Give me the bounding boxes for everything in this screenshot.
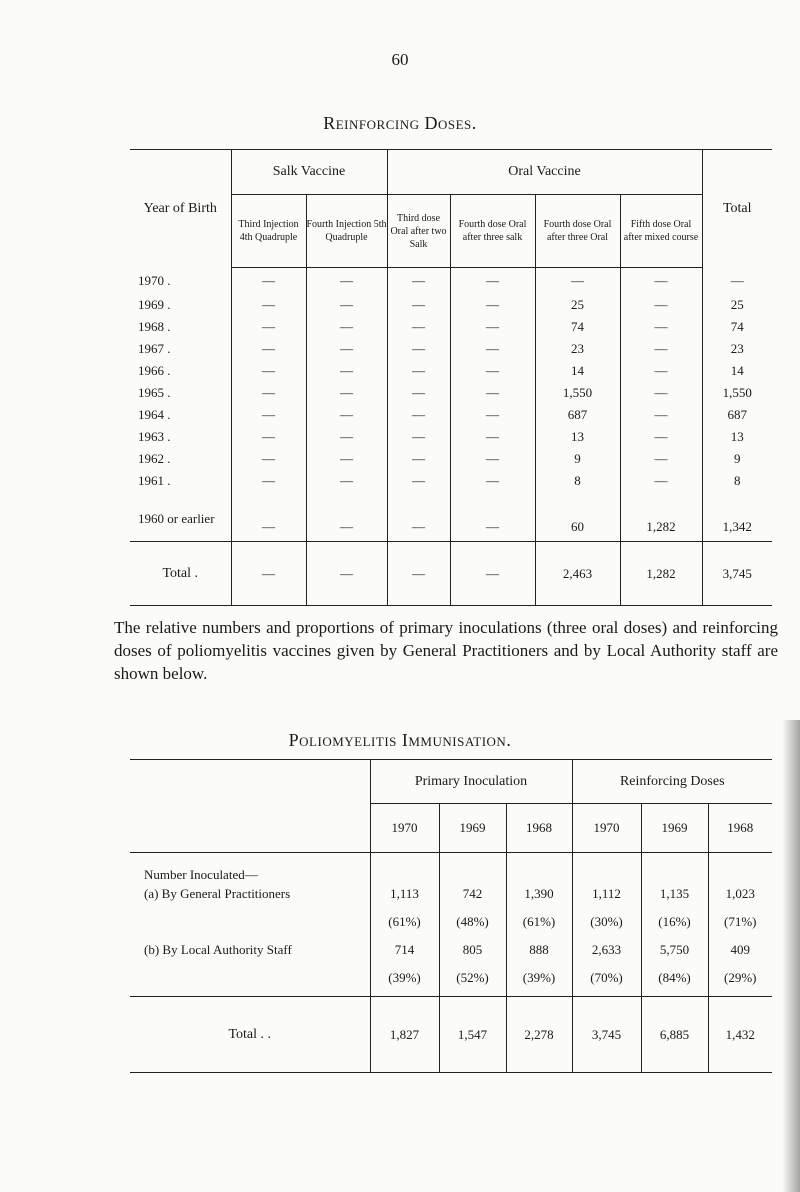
page-number: 60 (391, 50, 409, 69)
year-label: 1969 . (130, 294, 231, 316)
year-cell: 1,550 (722, 384, 752, 400)
gp-value: 742 (439, 883, 506, 905)
year-cell: — (620, 470, 702, 492)
year-cell: — (450, 360, 535, 382)
year-label: 1970 . (130, 268, 231, 294)
year-cell: — (306, 360, 387, 382)
year-cell: — (231, 492, 306, 542)
year-cell: — (535, 268, 620, 294)
year-label: 1967 . (130, 338, 231, 360)
gp-percent: (48%) (439, 905, 506, 939)
year-row (130, 316, 772, 338)
poliomyelitis-immunisation-table (130, 759, 772, 1073)
year-cell: — (387, 492, 450, 542)
year-row (130, 360, 772, 382)
year-cell: — (231, 294, 306, 316)
year-header: 1969 (641, 804, 708, 853)
oral-vaccine-header: Oral Vaccine (387, 150, 702, 195)
primary-inoculation-header: Primary Inoculation (370, 760, 572, 804)
subheader-oral-fourth-oral: Fourth dose Oral after three Oral (535, 195, 620, 268)
year-cell: — (231, 360, 306, 382)
year-cell: — (387, 470, 450, 492)
year-label: 1966 . (130, 360, 231, 382)
page-edge-shadow (782, 720, 800, 1192)
year-cell: — (231, 338, 306, 360)
year-cell: — (620, 338, 702, 360)
year-cell: — (231, 426, 306, 448)
la-value: 888 (506, 939, 572, 961)
year-cell: 25 (730, 296, 744, 312)
polio-total-value: 6,885 (641, 997, 708, 1073)
year-cell: 13 (535, 426, 620, 448)
polio-total-label: Total . . (130, 997, 370, 1073)
subheader-oral-third: Third dose Oral after two Salk (387, 195, 450, 268)
polio-total-value: 3,745 (572, 997, 641, 1073)
year-cell: 687 (535, 404, 620, 426)
year-cell: 9 (734, 450, 741, 466)
year-cell: — (620, 426, 702, 448)
year-of-birth-header: Year of Birth (130, 150, 231, 268)
year-cell: — (387, 360, 450, 382)
year-cell: — (231, 470, 306, 492)
year-cell: — (231, 268, 306, 294)
year-cell: — (387, 448, 450, 470)
year-header: 1970 (572, 804, 641, 853)
year-cell: 1,282 (620, 492, 702, 542)
year-cell: — (450, 426, 535, 448)
gp-percent: (61%) (506, 905, 572, 939)
gp-value: 1,112 (572, 883, 641, 905)
la-value: 805 (439, 939, 506, 961)
year-cell: — (387, 382, 450, 404)
total-cell: — (306, 542, 387, 606)
la-label: (b) By Local Authority Staff (130, 939, 370, 961)
year-cell: 14 (535, 360, 620, 382)
gp-value: 1,390 (506, 883, 572, 905)
total-cell: 2,463 (535, 542, 620, 606)
year-row (130, 338, 772, 360)
year-cell: — (306, 338, 387, 360)
year-cell: — (450, 448, 535, 470)
year-cell: — (387, 404, 450, 426)
year-cell: 8 (734, 472, 741, 488)
year-header: 1968 (506, 804, 572, 853)
total-cell: — (231, 542, 306, 606)
year-cell: — (450, 338, 535, 360)
subheader-salk-fourth: Fourth Injection 5th Quadruple (306, 195, 387, 268)
year-cell: — (620, 360, 702, 382)
number-inoculated-label: Number Inoculated— (130, 853, 370, 883)
year-cell: — (620, 294, 702, 316)
gp-percent: (16%) (641, 905, 708, 939)
year-cell: — (306, 404, 387, 426)
year-row (130, 404, 772, 426)
year-cell: — (730, 272, 744, 288)
year-cell: 13 (730, 428, 744, 444)
year-cell: — (450, 404, 535, 426)
year-cell: 74 (730, 318, 744, 334)
year-cell: — (450, 382, 535, 404)
la-percent: (52%) (439, 961, 506, 997)
year-label: 1961 . (130, 470, 231, 492)
la-value: 2,633 (572, 939, 641, 961)
year-cell: — (450, 294, 535, 316)
year-label: 1965 . (130, 382, 231, 404)
year-cell: 23 (730, 340, 744, 356)
gp-percent: (61%) (370, 905, 439, 939)
year-cell: — (231, 404, 306, 426)
total-cell: — (450, 542, 535, 606)
year-cell: — (306, 316, 387, 338)
la-percent: (39%) (370, 961, 439, 997)
intro-paragraph: The relative numbers and proportions of primary inoculations (three oral doses) and reinforcing doses of poliomyelitis vaccines given by General Practitioners and by Local Authority staff are shown below. (114, 618, 778, 683)
year-cell: — (620, 404, 702, 426)
year-row (130, 470, 772, 492)
gp-value: 1,023 (725, 885, 755, 901)
year-row (130, 382, 772, 404)
la-percent: (29%) (708, 961, 772, 997)
gp-value: 1,135 (641, 883, 708, 905)
total-cell: — (387, 542, 450, 606)
year-cell: — (450, 492, 535, 542)
reinforcing-doses-header: Reinforcing Doses (572, 760, 772, 804)
gp-percent: (30%) (572, 905, 641, 939)
year-label: 1960 or earlier (130, 492, 231, 542)
reinforcing-doses-title: Reinforcing Doses. (323, 113, 477, 133)
year-row (130, 426, 772, 448)
empty-corner (130, 804, 370, 853)
poliomyelitis-immunisation-title: Poliomyelitis Immunisation. (288, 730, 512, 750)
polio-total-value: 2,278 (506, 997, 572, 1073)
year-cell: 23 (535, 338, 620, 360)
year-label: 1968 . (130, 316, 231, 338)
year-cell: — (231, 448, 306, 470)
year-cell: 60 (535, 492, 620, 542)
total-header: Total (702, 150, 772, 268)
year-cell: 25 (535, 294, 620, 316)
year-header: 1970 (370, 804, 439, 853)
year-cell: 14 (730, 362, 744, 378)
la-percent: (39%) (506, 961, 572, 997)
total-cell: 3,745 (702, 542, 772, 606)
year-cell: — (231, 316, 306, 338)
year-cell: — (306, 294, 387, 316)
year-cell: — (306, 426, 387, 448)
gp-value: 1,113 (370, 883, 439, 905)
salk-vaccine-header: Salk Vaccine (231, 150, 387, 195)
year-cell: — (306, 448, 387, 470)
polio-total-value: 1,827 (370, 997, 439, 1073)
year-cell: — (306, 492, 387, 542)
year-cell: 8 (535, 470, 620, 492)
year-cell: — (387, 426, 450, 448)
la-percent: (70%) (572, 961, 641, 997)
polio-total-value: 1,432 (708, 997, 772, 1073)
subheader-oral-fourth-salk: Fourth dose Oral after three salk (450, 195, 535, 268)
year-label: 1963 . (130, 426, 231, 448)
year-label: 1962 . (130, 448, 231, 470)
year-row (130, 294, 772, 316)
la-value: 5,750 (641, 939, 708, 961)
year-row (130, 448, 772, 470)
year-cell: — (620, 316, 702, 338)
la-percent: (84%) (641, 961, 708, 997)
la-value: 409 (730, 941, 750, 957)
year-cell: — (620, 382, 702, 404)
year-cell: 9 (535, 448, 620, 470)
gp-label: (a) By General Practitioners (130, 883, 370, 905)
year-cell: — (387, 294, 450, 316)
year-cell: — (620, 268, 702, 294)
year-label: 1964 . (130, 404, 231, 426)
year-cell: — (387, 316, 450, 338)
total-row (130, 542, 772, 606)
la-value: 714 (370, 939, 439, 961)
year-cell: 74 (535, 316, 620, 338)
year-cell: — (231, 382, 306, 404)
year-cell: — (450, 316, 535, 338)
polio-total-value: 1,547 (439, 997, 506, 1073)
subheader-oral-fifth: Fifth dose Oral after mixed course (620, 195, 702, 268)
year-row (130, 268, 772, 294)
total-row-label: Total . (130, 542, 231, 606)
empty-corner (130, 760, 370, 804)
year-header: 1969 (439, 804, 506, 853)
total-cell: 1,282 (620, 542, 702, 606)
year-row (130, 492, 772, 542)
year-cell: 1,342 (722, 519, 752, 534)
gp-percent: (71%) (724, 913, 757, 929)
reinforcing-doses-table (130, 149, 772, 606)
year-cell: — (450, 268, 535, 294)
year-cell: — (306, 382, 387, 404)
year-cell: — (387, 338, 450, 360)
year-cell: 1,550 (535, 382, 620, 404)
year-cell: — (620, 448, 702, 470)
year-cell: — (306, 268, 387, 294)
year-header: 1968 (708, 804, 772, 853)
year-cell: — (387, 268, 450, 294)
year-cell: — (450, 470, 535, 492)
year-cell: 687 (727, 406, 747, 422)
year-cell: — (306, 470, 387, 492)
subheader-salk-third: Third Injection 4th Quadruple (231, 195, 306, 268)
